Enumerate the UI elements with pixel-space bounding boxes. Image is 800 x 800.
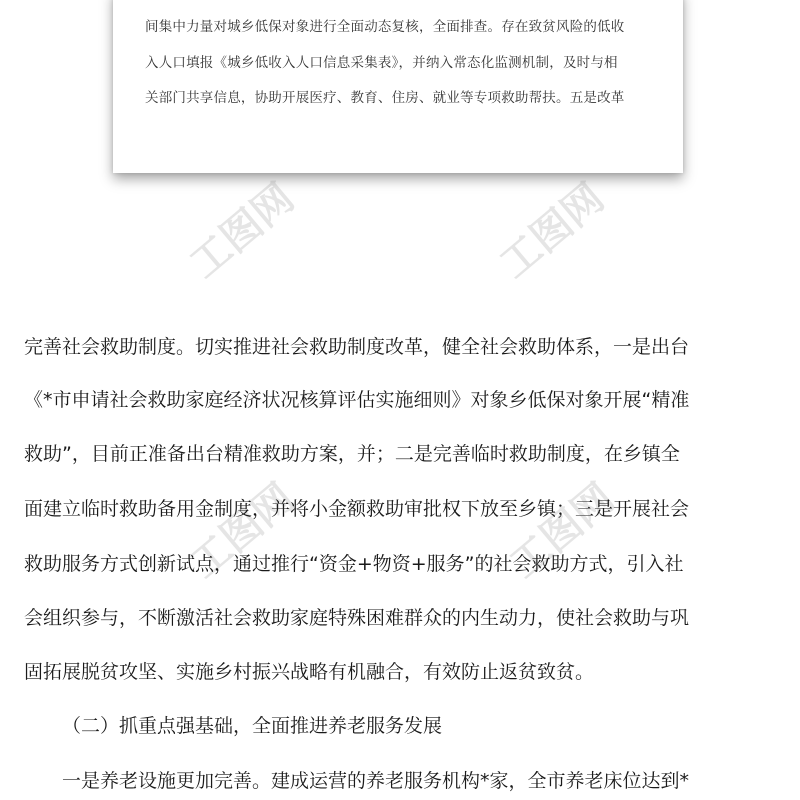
body-text-line: 《*市申请社会救助家庭经济状况核算评估实施细则》对象乡低保对象开展“精准 [24,389,690,411]
watermark-logo: 工图网 [181,474,303,588]
watermark-logo: 工图网 [501,474,623,588]
body-text-line: 救助”，目前正准备出台精准救助方案，并；二是完善临时救助制度，在乡镇全 [24,443,680,465]
body-text-line: 面建立临时救助备用金制度，并将小金额救助审批权下放至乡镇；三是开展社会 [24,498,690,520]
quoted-page-card [113,0,683,173]
watermark-logo: 工图网 [181,174,303,288]
card-text-line: 入人口填报《城乡低收入人口信息采集表》，并纳入常态化监测机制，及时与相 [145,55,618,71]
body-text-line: 会组织参与，不断激活社会救助家庭特殊困难群众的内生动力，使社会救助与巩 [24,607,690,629]
body-text-line: 固拓展脱贫攻坚、实施乡村振兴战略有机融合，有效防止返贫致贫。 [24,661,595,683]
card-text-line: 间集中力量对城乡低保对象进行全面动态复核，全面排查。存在致贫风险的低收 [145,19,625,35]
body-text-line: 一是养老设施更加完善。建成运营的养老服务机构*家，全市养老床位达到* [62,770,690,792]
body-text-line: 完善社会救助制度。切实推进社会救助制度改革，健全社会救助体系，一是出台 [24,336,690,358]
card-text-line: 关部门共享信息，协助开展医疗、教育、住房、就业等专项救助帮扶。五是改革 [145,90,625,106]
section-heading: （二）抓重点强基础，全面推进养老服务发展 [62,715,443,737]
body-text-line: 救助服务方式创新试点，通过推行“资金+物资+服务”的社会救助方式，引入社 [24,553,684,575]
watermark-logo: 工图网 [491,174,613,288]
